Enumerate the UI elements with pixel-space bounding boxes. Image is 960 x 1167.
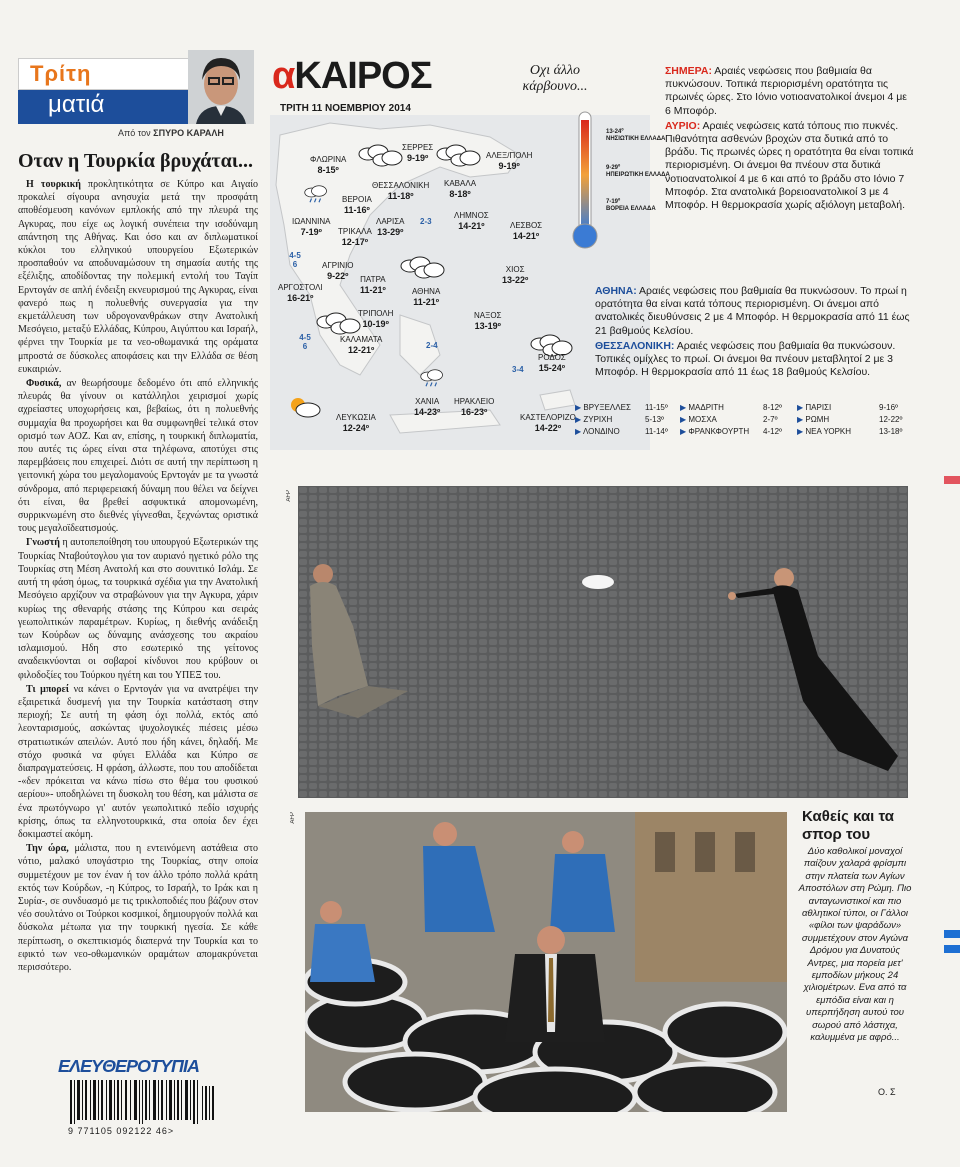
city-label: ΤΡΙΚΑΛΑ 12-17º [338, 227, 372, 247]
world-city-temp: 11-14º [645, 427, 668, 436]
city-label: ΙΩΑΝΝΙΝΑ 7-19º [292, 217, 331, 237]
photo-monks-frisbee [298, 486, 908, 798]
world-city-temp: 4-12º [763, 427, 782, 436]
weather-date: ΤΡΙΤΗ 11 ΝΟΕΜΒΡΙΟΥ 2014 [280, 103, 411, 114]
city-label: ΑΓΡΙΝΙΟ 9-22º [322, 261, 354, 281]
city-label: ΛΑΡΙΣΑ 13-29º [376, 217, 405, 237]
paragraph: Φυσικά, αν θεωρήσουμε δεδομένο ότι από ελληνικής πλευράς θα γίνουν οι κατάλληλοι χειρισμοί χωρίς αχρείαστες υποχωρήσεις και, βεβαίως, ότι η πολυεθνής συμμαχία θα προχωρήσει και θα συμφωνηθεί τελικά στον ορισμό των ΑΟΖ. Και αν, επίσης, η τουρκική διπλωματία, που αυτές τις ώρες είναι στα τηλέφωνα, αποτύχει στις παρεμβάσεις που επιχειρεί. Διότι σε αυτή την περίπτωση η γειτονική χώρα του μεγαλομανούς Ερντογάν με τα γνωστά σύνδρομα, από περιφερειακή δύναμη που θέλει να δείχνει ότι είναι, θα βρεθεί ασφυκτικά απομονωμένη, συρρικνωμένη στο διεθνές γίγνεσθαι, ξεχνώντας οριστικά τους μεγαλοϊδεατισμούς. [18, 378, 258, 535]
photo-obstacle-race [305, 812, 787, 1112]
cloud-icon [450, 149, 482, 167]
city-label: ΧΙΟΣ 13-22º [502, 265, 529, 285]
edge-marker [944, 476, 960, 484]
forecast-cities-text: ΑΘΗΝΑ: Αραιές νεφώσεις που βαθμιαία θα πυκνώσουν. Το πρωί η ορατότητα θα είναι κατά τόπους περιορισμένη. Οι άνεμοι από ανατολικές διευθύνσεις 2 με 4 Μποφόρ. Η θερμοκρασία από 11 έως 21 βαθμούς Κελσίου. ΘΕΣΣΑΛΟΝΙΚΗ: Αραιές νεφώσεις που βαθμιαία θα πυκνώσουν. Τοπικές ομίχλες το πρωί. Οι άνεμοι θα πνέουν μεταβλητοί 2 με 3 Μποφόρ. Η θερμοκρασία από 11 έως 18 βαθμούς Κελσίου. [595, 285, 910, 379]
world-city-row: ▶ ΖΥΡΙΧΗ [575, 415, 613, 424]
article-title: Οταν η Τουρκία βρυχάται... [18, 150, 253, 172]
rain-cloud-icon [416, 369, 448, 387]
photo-story-title: Καθείς και τα σπορ του [802, 808, 894, 843]
forecast-text: ΣΗΜΕΡΑ: Αραιές νεφώσεις που βαθμιαία θα πυκνώσουν. Τοπικά περιορισμένη ορατότητα τις πρωινές ώρες. Στο Ιόνιο νοτιοανατολικοί άνεμοι 4 με 6 Μποφόρ. ΑΥΡΙΟ: Αραιές νεφώσεις κατά τόπους πιο πυκνές. Πιθανότητα ασθενών βροχών στα δυτικά από το βράδυ. Τις πρωινές ώρες η ορατότητα θα είναι τοπικά περιορισμένη. Οι άνεμοι θα πνέουν στα δυτικά νοτιοανατολικοί 4 με 6 και από το βράδυ στο Ιόνιο 7 Μποφόρ. Στα ανατολικά βορειοανατολικοί 3 με 4 Μποφόρ. Η θερμοκρασία χωρίς αξιόλογη μεταβολή. [665, 65, 914, 212]
paragraph: Γνωστή η αυτοπεποίθηση του υπουργού Εξωτερικών της Τουρκίας Νταβούτογλου για τον αυριανό ηγετικό ρόλο της Τουρκίας στη Μέση Ανατολή και στο σουνιτικό Ισλάμ. Σε αυτή τη φάση όμως, τα τουρκικά σχέδια για την Ανατολική Μεσόγειο αρχίζουν να στραβώνουν για την Αγκυρα, χάριν κυρίως της σθεναρής στάσης της Κύπρου και σειράς γεωπολιτικών παραμέτρων. Κυρίως, η διεθνής ανάδειξη των Κούρδων ως δύναμης ανάσχεσης του ακραίου ισλαμισμού. Ηδη στο εσωτερικό της γείτονος αναδεικνύονται οι σοβαροί κίνδυνοι που κρύβουν οι φιλοδοξίες του Τούρκου ηγέτη και του ΥΠΕΞ του. [18, 537, 258, 681]
column-kicker: Τρίτη [30, 61, 92, 86]
thermo-label: 7-19º ΒΟΡΕΙΑ ΕΛΛΑΔΑ [606, 199, 656, 212]
world-city-temp: 11-15º [645, 403, 668, 412]
paragraph: Την ώρα, μάλιστα, που η εντεινόμενη αστάθεια στο νότιο, μαλακό υπογάστριο της Τουρκίας, στην οποία συμμετέχουν με τον έναν ή τον άλλο τρόπο πολλά κράτη εκτός των Κούρδων, -η Κύπρος, το Ισραήλ, το Ιράκ και η Συρία-, σε συνδυασμό με τις τρικλοποδιές που βάζουν στον νέο σουλτάνο οι Τούρκοι κοσμικοί, δημιουργούν πολλά και δύσκολα μέτωπα για την τουρκική ηγεσία. Σε κάθε περίπτωση, ο σκεπτικισμός διαπερνά την Τουρκία και το εφικτό των νεο-οθωμανικών οραμάτων απομακρύνεται περισσότερο. [18, 843, 259, 973]
weather-section [270, 55, 920, 455]
wind-label: 2-3 [420, 217, 432, 226]
photo-credit: AFP [290, 812, 296, 824]
world-city-temp: 8-12º [763, 403, 782, 412]
rain-cloud-icon [300, 185, 332, 203]
city-label: ΠΑΤΡΑ 11-21º [360, 275, 386, 295]
world-city-row: ▶ ΜΟΣΧΑ [680, 415, 717, 424]
sun-cloud-icon [286, 395, 326, 419]
city-label: ΚΑΛΑΜΑΤΑ 12-21º [340, 335, 383, 355]
world-city-row: ▶ ΛΟΝΔΙΝΟ [575, 427, 620, 436]
city-label: ΒΕΡΟΙΑ 11-16º [342, 195, 372, 215]
city-label: ΗΡΑΚΛΕΙΟ 16-23º [454, 397, 495, 417]
world-city-temp: 12-22º [879, 415, 903, 424]
world-city-row: ▶ ΡΩΜΗ [797, 415, 830, 424]
barcode [68, 1080, 218, 1124]
city-label: ΣΕΡΡΕΣ 9-19º [402, 143, 434, 163]
world-city-temp: 2-7º [763, 415, 778, 424]
world-city-temp: 5-13º [645, 415, 664, 424]
weather-title: αΚΑΙΡΟΣ [272, 55, 432, 97]
world-city-row: ▶ ΝΕΑ ΥΟΡΚΗ [797, 427, 852, 436]
wind-label: 4-5 6 [299, 333, 311, 351]
world-city-row: ▶ ΒΡΥΞΕΛΛΕΣ [575, 403, 631, 412]
wind-label: 2-4 [426, 341, 438, 350]
photo-credit: AFP [286, 490, 292, 502]
city-label: ΑΘΗΝΑ 11-21º [412, 287, 441, 307]
newspaper-logo: ΕΛΕΥΘΕΡΟΤΥΠΙΑ [58, 1056, 199, 1076]
cloud-icon [372, 149, 404, 167]
weather-tagline: Οχι άλλο κάρβουνο... [522, 63, 588, 94]
column-name: ματιά [48, 91, 105, 118]
city-label: ΝΑΞΟΣ 13-19º [474, 311, 502, 331]
cloud-icon [414, 261, 446, 279]
city-label: ΛΕΣΒΟΣ 14-21º [510, 221, 543, 241]
wind-label: 3-4 [512, 365, 524, 374]
city-label: ΦΛΩΡΙΝΑ 8-15º [310, 155, 347, 175]
city-label: ΡΟΔΟΣ 15-24º [538, 353, 566, 373]
city-label: ΤΡΙΠΟΛΗ 10-19º [358, 309, 394, 329]
city-label: ΑΛΕΞ/ΠΟΛΗ 9-19º [486, 151, 533, 171]
photo-story-signature: Ο. Σ [878, 1087, 896, 1097]
thermometer-icon [570, 110, 600, 250]
city-label: ΧΑΝΙΑ 14-23º [414, 397, 441, 417]
city-label: ΛΗΜΝΟΣ 14-21º [454, 211, 489, 231]
thermo-label: 9-29º ΗΠΕΙΡΩΤΙΚΗ ΕΛΛΑΔΑ [606, 165, 670, 178]
author-photo [188, 50, 254, 124]
city-label: ΑΡΓΟΣΤΟΛΙ 16-21º [278, 283, 323, 303]
paragraph: Τι μπορεί να κάνει ο Ερντογάν για να ανατρέψει την εξαιρετικά δυσμενή για την Τουρκία κατάσταση στην περιοχή; Σε αυτή τη φάση όχι πολλά, εκτός από λεονταρισμούς, ασκώντας ψυχολογικές πιέσεις μέσω στρατιωτικών απειλών. Αυτό που ήδη κάνει, δηλαδή. Με στόχο φυσικά να φύγει Ελλάδα και Κύπρο σε διαπραγματεύσεις. Η φράση, άλλωστε, που του αποδίδεται -«δεν πρόκειται να κάνω πίσω στο θέμα του φυσικού αερίου»- υποδηλώνει τη δυσκολη του θέση, και μάλιστα σε ένα πρωτόγνωρο γι' αυτόν γεωπολιτικό πεδίο ισχυρής κρίσης, όπως τα ελληνοτουρκικά, στα οποία δεν έχει δοκιμαστεί ακόμη. [18, 683, 258, 840]
article-body [18, 178, 258, 975]
thermo-label: 13-24º ΝΗΣΙΩΤΙΚΗ ΕΛΛΑΔΑ [606, 129, 666, 142]
city-label: ΘΕΣΣΑΛΟΝΙΚΗ 11-18º [372, 181, 430, 201]
photo-story-caption: Δύο καθολικοί μοναχοί παίζουν χαλαρά φρίσμπι στην πλατεία των Αγίων Αποστόλων στη Ρώμη. Πιο ανταγωνιστικοί και πιο αθλητικοί τύποι, οι Γάλλοι «φίλοι των ψαράδων» συμμετέχουν στον Αγώνα Δρόμου για Δυνατούς Αντρες, μια πορεία μετ' εμποδίων μήκους 24 χιλιομέτρων. Ενα από τα εμπόδια είναι και η υπερπήδηση αυτού του σωρού από λάστιχα, καλυμμένα με αφρό... [798, 846, 912, 1044]
city-label: ΛΕΥΚΩΣΙΑ 12-24º [336, 413, 376, 433]
edge-marker [944, 930, 960, 938]
world-city-temp: 13-18º [879, 427, 903, 436]
city-label: ΚΑΣΤΕΛΟΡΙΖΟ 14-22º [520, 413, 576, 433]
opinion-column [18, 58, 258, 1158]
world-city-row: ▶ ΦΡΑΝΚΦΟΥΡΤΗ [680, 427, 750, 436]
world-city-row: ▶ ΠΑΡΙΣΙ [797, 403, 832, 412]
edge-marker [944, 945, 960, 953]
barcode-number: 9 771105 092122 46> [68, 1126, 175, 1136]
byline: Από τον ΣΠΥΡΟ ΚΑΡΑΛΗ [118, 128, 224, 138]
world-city-temp: 9-16º [879, 403, 898, 412]
wind-label: 4-5 6 [289, 251, 301, 269]
city-label: ΚΑΒΑΛΑ 8-18º [444, 179, 477, 199]
world-city-row: ▶ ΜΑΔΡΙΤΗ [680, 403, 724, 412]
column-header [18, 58, 258, 124]
paragraph: Η τουρκική προκλητικότητα σε Κύπρο και Αιγαίο προκαλεί σίγουρα ανησυχία μετά την προσφάτη αποθέσμευση κανόνων εμπλοκής από την πλευρά της Αγκυρας, που είχε ως λογική συνέπεια την ισοδύναμη απάντηση της Αθήνας. Και όσο και αν διπλωματικοί κύκλοι του ελληνικού υπουργείου Εξωτερικών προσπαθούν να αποδυναμώσουν τη σημασία αυτής της εξέλιξης, αποδίδοντας την πολεμική εντολή του Ταγίπ Ερντογάν σε απλή ένδειξη εκνευρισμού της Αγκυρας, είναι φανερό πως η πολυεθνής συνεργασία για την εκμετάλλευση των υδρογονανθράκων στην Ανατολική Μεσόγειο, μεταξύ Ελλάδας, Κύπρου, Αιγύπτου και Ισραήλ, φέρνει την Τουρκία με τα νεο-οθωμανικά της οράματα μπροστά σε δύσκολες αποφάσεις και την Ελλάδα σε θέση ευκαιριών. [18, 179, 259, 375]
